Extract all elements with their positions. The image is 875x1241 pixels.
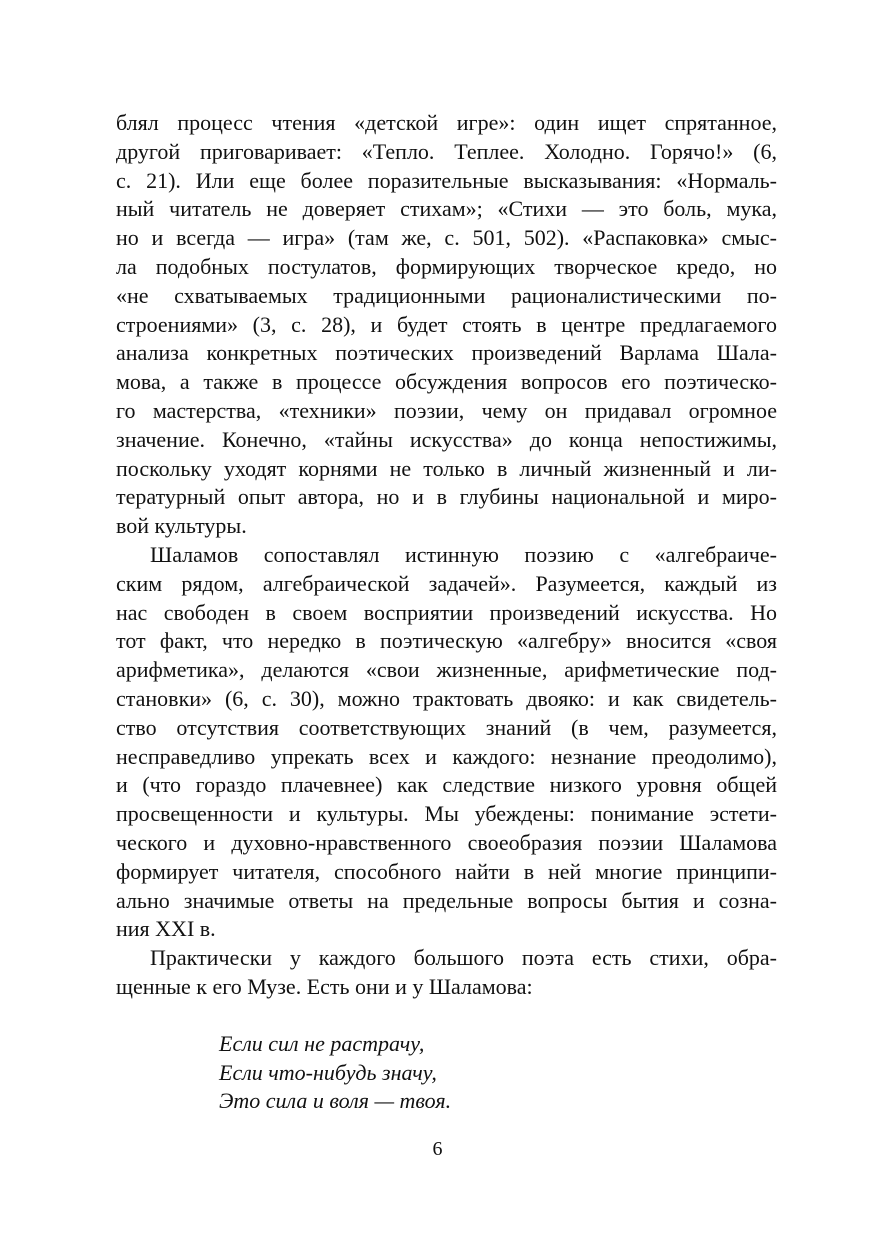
- text-line: ческого и духовно-нравственного своеобразия поэзии Шаламова: [116, 829, 777, 855]
- text-line: щенные к его Музе. Есть они и у Шаламова:: [116, 973, 533, 999]
- text-line: Практически у каждого большого поэта есть стихи, обра-: [150, 945, 777, 971]
- text-line: ла подобных постулатов, формирующих творческое кредо, но: [116, 253, 777, 279]
- text-line: «не схватываемых традиционными рационалистическими по-: [116, 282, 777, 308]
- text-line: с. 21). Или еще более поразительные высказывания: «Нормаль-: [116, 167, 777, 193]
- text-line: ство отсутствия соответствующих знаний (в чем, разумеется,: [116, 714, 777, 740]
- poem-quote: [219, 1030, 619, 1116]
- text-line: строениями» (3, с. 28), и будет стоять в центре предлагаемого: [116, 311, 777, 337]
- text-line: но и всегда — игра» (там же, с. 501, 502). «Распаковка» смыс-: [116, 225, 777, 251]
- text-line: несправедливо упрекать всех и каждого: незнание преодолимо),: [116, 743, 777, 769]
- text-line: ально значимые ответы на предельные вопросы бытия и созна-: [116, 887, 777, 913]
- paragraph-1: [116, 109, 777, 541]
- poem-line: Это сила и воля — твоя.: [219, 1088, 452, 1114]
- text-line: анализа конкретных поэтических произведений Варлама Шала-: [116, 340, 777, 366]
- text-line: и (что гораздо плачевнее) как следствие низкого уровня общей: [116, 772, 777, 798]
- text-line: ния XXI в.: [116, 916, 216, 942]
- text-line: вой культуры.: [116, 513, 247, 539]
- text-line: формирует читателя, способного найти в ней многие принципи-: [116, 858, 777, 884]
- paragraph-3: [116, 944, 777, 1002]
- text-line: Шаламов сопоставлял истинную поэзию с «алгебраиче-: [150, 541, 777, 567]
- page-number: 6: [432, 1138, 443, 1160]
- text-line: арифметика», делаются «свои жизненные, арифметические под-: [116, 657, 777, 683]
- text-line: поскольку уходят корнями не только в личный жизненный и ли-: [116, 455, 777, 481]
- text-line: становки» (6, с. 30), можно трактовать двояко: и как свидетель-: [116, 685, 777, 711]
- text-line: блял процесс чтения «детской игре»: один ищет спрятанное,: [116, 110, 777, 135]
- text-line: тературный опыт автора, но и в глубины национальной и миро-: [116, 484, 777, 510]
- text-line: ским рядом, алгебраической задачей». Разумеется, каждый из: [116, 570, 777, 596]
- text-line: другой приговаривает: «Тепло. Теплее. Холодно. Горячо!» (6,: [116, 138, 777, 164]
- text-line: значение. Конечно, «тайны искусства» до конца непостижимы,: [116, 426, 777, 452]
- text-line: просвещенности и культуры. Мы убеждены: понимание эстети-: [116, 801, 777, 827]
- text-line: ный читатель не доверяет стихам»; «Стихи — это боль, мука,: [116, 196, 777, 222]
- text-line: нас свободен в своем восприятии произведений искусства. Но: [116, 599, 777, 625]
- text-line: мова, а также в процессе обсуждения вопросов его поэтическо-: [116, 369, 777, 395]
- poem-line: Если что-нибудь значу,: [219, 1059, 437, 1085]
- text-line: го мастерства, «техники» поэзии, чему он придавал огромное: [116, 397, 777, 423]
- text-line: тот факт, что нередко в поэтическую «алгебру» вносится «своя: [116, 628, 777, 654]
- poem-line: Если сил не растрачу,: [219, 1031, 425, 1056]
- paragraph-2: [116, 541, 777, 944]
- body-text: [116, 109, 777, 1002]
